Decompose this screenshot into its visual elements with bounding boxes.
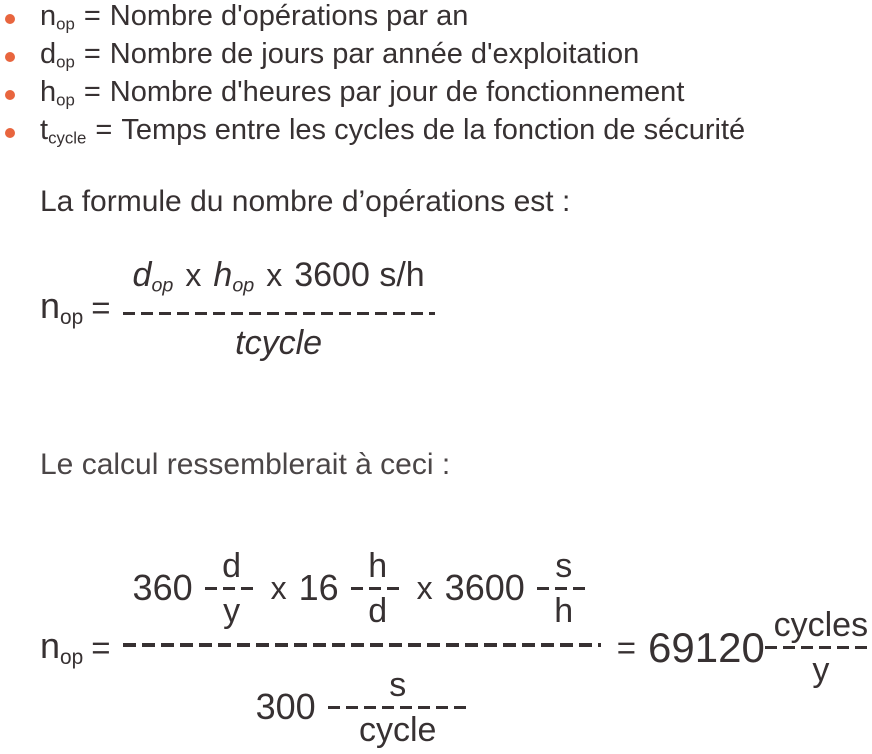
unit-fraction-days-per-year <box>205 548 259 629</box>
days-value: 360 <box>132 567 193 609</box>
fraction-bar <box>328 706 468 709</box>
unit-fraction-cycles-per-year <box>765 607 872 688</box>
numerator-constant: 3600 s/h <box>294 256 425 294</box>
fraction-numerator <box>123 254 435 307</box>
definition-text: Nombre d'heures par jour de fonctionnement <box>109 76 685 108</box>
term-subscript: op <box>56 90 75 110</box>
term-symbol: t <box>40 114 49 146</box>
term-symbol: n <box>40 0 57 32</box>
example-calculation <box>40 548 872 748</box>
fraction-bar <box>765 646 872 649</box>
term-subscript: cycle <box>48 128 87 148</box>
fraction-denominator: tcycle <box>235 323 323 362</box>
term-symbol: h <box>213 256 233 294</box>
lhs-subscript: op <box>60 645 84 669</box>
result-value: 69120 <box>648 623 765 671</box>
definition-term <box>40 114 86 149</box>
formula-intro-text: La formule du nombre d’opérations est : <box>40 185 571 218</box>
bullet-dot-icon <box>5 128 15 138</box>
fraction-bar <box>351 587 405 590</box>
term-subscript: op <box>56 14 75 34</box>
unit-denominator: y <box>812 651 830 690</box>
definition-item-dop <box>0 38 872 76</box>
equals-sign: = <box>95 114 113 146</box>
term-symbol: h <box>40 76 57 108</box>
equals-sign: = <box>83 76 101 108</box>
bullet-dot-icon <box>5 90 15 100</box>
fraction-bar <box>123 643 601 647</box>
bullet-dot-icon <box>5 52 15 62</box>
term-symbol: d <box>40 38 57 70</box>
definition-term <box>40 0 75 35</box>
calculation-numerator <box>123 548 601 629</box>
calculation-denominator <box>256 667 468 748</box>
formula-lhs <box>40 285 83 330</box>
lhs-subscript: op <box>60 306 84 330</box>
unit-numerator: s <box>389 665 407 704</box>
unit-numerator: d <box>222 546 242 585</box>
numerator-term-hop <box>213 254 254 307</box>
equals-sign: = <box>616 628 637 666</box>
cycle-time-value: 300 <box>255 686 316 728</box>
unit-fraction-hours-per-day <box>351 548 405 629</box>
definition-term <box>40 76 75 111</box>
multiplication-sign: x <box>270 569 287 606</box>
fraction-bar <box>205 587 259 590</box>
definition-text: Nombre d'opérations par an <box>109 0 469 32</box>
lhs-symbol: n <box>40 285 61 327</box>
term-subscript: op <box>151 274 174 297</box>
seconds-value: 3600 <box>444 567 525 609</box>
definition-term <box>40 38 75 73</box>
equals-sign: = <box>91 288 111 326</box>
calculation-lhs <box>40 625 83 670</box>
multiplication-sign: x <box>266 257 283 293</box>
lhs-symbol: n <box>40 625 61 667</box>
definition-text: Nombre de jours par année d'exploitation <box>109 38 640 70</box>
fraction-bar <box>537 587 591 590</box>
equals-sign: = <box>91 628 111 666</box>
calculation-intro-text: Le calcul ressemblerait à ceci : <box>40 447 451 481</box>
bullet-dot-icon <box>5 14 15 24</box>
unit-fraction-seconds-per-hour <box>537 548 591 629</box>
term-subscript: op <box>232 274 255 297</box>
operations-formula <box>40 254 872 362</box>
numerator-term-dop <box>133 254 174 307</box>
term-subscript: op <box>56 52 75 72</box>
unit-denominator: d <box>368 591 388 630</box>
equals-sign: = <box>83 38 101 70</box>
definition-item-nop <box>0 0 872 38</box>
fraction-bar <box>123 312 435 315</box>
unit-denominator: y <box>223 591 241 630</box>
multiplication-sign: x <box>185 257 202 293</box>
multiplication-sign: x <box>416 569 433 606</box>
definitions-list <box>0 0 872 152</box>
unit-denominator: cycle <box>358 710 437 749</box>
formula-fraction <box>123 254 435 362</box>
unit-numerator: h <box>368 546 388 585</box>
unit-numerator: s <box>555 546 573 585</box>
unit-denominator: h <box>554 591 574 630</box>
hours-value: 16 <box>298 567 339 609</box>
unit-fraction-seconds-per-cycle <box>328 667 468 748</box>
term-symbol: d <box>132 256 152 294</box>
unit-numerator: cycles <box>773 606 869 645</box>
definition-text: Temps entre les cycles de la fonction de sécurité <box>121 114 746 146</box>
definition-item-tcycle <box>0 114 872 152</box>
definition-item-hop <box>0 76 872 114</box>
calculation-fraction <box>123 548 601 748</box>
equals-sign: = <box>83 0 101 32</box>
